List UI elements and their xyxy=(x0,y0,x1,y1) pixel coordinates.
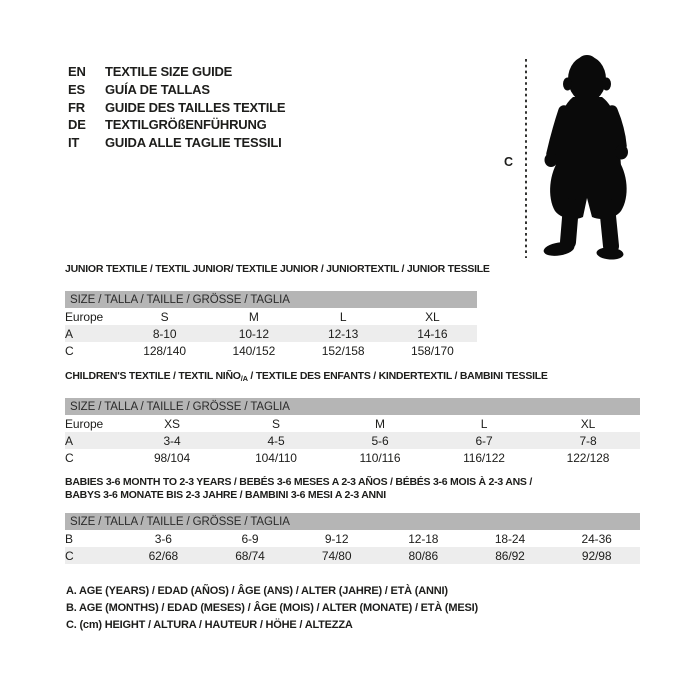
size-cell: 8-10 xyxy=(152,326,177,341)
size-cell: XL xyxy=(580,416,596,431)
row-label: B xyxy=(65,531,73,546)
table-title-line xyxy=(65,476,640,489)
size-cell: 3-4 xyxy=(163,433,181,448)
size-table xyxy=(65,291,477,359)
height-marker-label: C xyxy=(504,155,514,169)
table-row xyxy=(65,530,640,547)
language-row xyxy=(68,63,285,81)
size-cell: XL xyxy=(425,309,440,324)
size-cell: L xyxy=(480,416,488,431)
size-cell: 6-9 xyxy=(241,531,259,546)
size-cell: 104/110 xyxy=(255,450,297,465)
table-title-line xyxy=(65,370,640,385)
row-label: C xyxy=(65,343,74,358)
size-cell: M xyxy=(375,416,385,431)
table-header-bar xyxy=(65,398,640,415)
table-row xyxy=(65,342,477,359)
language-label: GUÍA DE TALLAS xyxy=(105,81,210,97)
size-cell: 158/170 xyxy=(411,343,454,358)
size-cell: M xyxy=(248,309,259,324)
title-segment: BABYS 3-6 MONATE BIS 2-3 JAHRE / BAMBINI 3-6 MESI A 2-3 ANNI xyxy=(65,489,386,501)
size-header-label: SIZE / TALLA / TAILLE / GRÖSSE / TAGLIA xyxy=(65,291,477,308)
size-header-label: SIZE / TALLA / TAILLE / GRÖSSE / TAGLIA xyxy=(65,513,640,530)
size-cell: 68/74 xyxy=(235,548,265,563)
size-cell: 12-18 xyxy=(408,531,439,546)
section-babies-textile xyxy=(65,476,640,564)
row-label: A xyxy=(65,433,73,448)
size-cell: 14-16 xyxy=(417,326,448,341)
table-row xyxy=(65,325,477,342)
baby-silhouette xyxy=(543,55,628,260)
size-table xyxy=(65,398,640,466)
title-segment: / TEXTILE DES ENFANTS / KINDERTEXTIL / BAMBINI TESSILE xyxy=(247,370,548,382)
size-cell: 140/152 xyxy=(232,343,276,358)
table-header-bar xyxy=(65,513,640,530)
row-label: A xyxy=(65,326,73,341)
title-segment: /A xyxy=(240,374,248,383)
size-cell: 128/140 xyxy=(143,343,186,358)
size-cell: 4-5 xyxy=(267,433,285,448)
size-cell: 18-24 xyxy=(494,531,526,546)
size-cell: 152/158 xyxy=(321,343,365,358)
size-cell: S xyxy=(272,416,280,431)
size-cell: 86/92 xyxy=(495,548,525,563)
size-cell: 80/86 xyxy=(408,548,439,563)
section-junior-textile xyxy=(65,263,490,359)
size-header-label: SIZE / TALLA / TAILLE / GRÖSSE / TAGLIA xyxy=(65,398,640,415)
language-code: ES xyxy=(68,81,85,97)
language-list xyxy=(68,63,285,152)
size-cell: 10-12 xyxy=(238,326,269,341)
size-cell: S xyxy=(160,309,169,324)
size-cell: 116/122 xyxy=(463,450,505,465)
table-row xyxy=(65,449,640,466)
title-segment: BABIES 3-6 MONTH TO 2-3 YEARS / BEBÉS 3-6 MESES A 2-3 AÑOS / BÉBÉS 3-6 MOIS À 2-3 ANS / xyxy=(65,476,533,488)
size-cell: 92/98 xyxy=(581,548,612,563)
language-code: FR xyxy=(68,99,85,115)
language-code: IT xyxy=(68,135,80,151)
size-cell: XS xyxy=(164,416,180,431)
size-cell: 5-6 xyxy=(371,433,389,448)
size-cell: 9-12 xyxy=(324,531,349,546)
table-title-line xyxy=(65,263,490,276)
size-cell: 74/80 xyxy=(321,548,352,563)
size-cell: 62/68 xyxy=(148,548,179,563)
size-cell: 110/116 xyxy=(359,450,401,465)
size-cell: 122/128 xyxy=(566,450,610,465)
title-segment: CHILDREN'S TEXTILE / TEXTIL NIÑO xyxy=(65,370,241,382)
size-cell: 24-36 xyxy=(581,531,612,546)
language-label: TEXTILGRÖßENFÜHRUNG xyxy=(105,117,267,133)
table-row xyxy=(65,547,640,564)
table-title xyxy=(65,263,490,276)
table-row xyxy=(65,415,640,432)
size-table xyxy=(65,513,640,564)
size-cell: L xyxy=(339,309,347,324)
size-cell: 7-8 xyxy=(579,433,597,448)
table-title xyxy=(65,370,640,385)
size-cell: 6-7 xyxy=(475,433,493,448)
size-cell: 3-6 xyxy=(154,531,172,546)
row-label: Europe xyxy=(65,309,104,324)
language-row xyxy=(68,134,285,152)
language-label: TEXTILE SIZE GUIDE xyxy=(105,64,233,79)
language-row xyxy=(68,99,285,117)
size-cell: 98/104 xyxy=(153,450,191,465)
legend-line: B. AGE (MONTHS) / EDAD (MESES) / ÂGE (MOIS) / ALTER (MONATE) / ETÀ (MESI) xyxy=(66,602,478,615)
title-segment: JUNIOR TEXTILE / TEXTIL JUNIOR/ TEXTILE JUNIOR / JUNIORTEXTIL / JUNIOR TESSILE xyxy=(65,263,490,275)
row-label: Europe xyxy=(65,416,104,431)
table-title xyxy=(65,476,640,502)
size-cell: 12-13 xyxy=(328,326,359,341)
table-row xyxy=(65,432,640,449)
table-row xyxy=(65,308,477,325)
language-label: GUIDE DES TAILLES TEXTILE xyxy=(105,99,286,115)
table-header-bar xyxy=(65,291,477,308)
row-label: C xyxy=(65,450,74,465)
baby-silhouette-figure xyxy=(500,47,650,262)
section-childrens-textile xyxy=(65,370,640,466)
legend-line: C. (cm) HEIGHT / ALTURA / HAUTEUR / HÖHE / ALTEZZA xyxy=(66,619,353,632)
language-code: EN xyxy=(68,64,86,79)
row-label: C xyxy=(65,548,74,563)
language-code: DE xyxy=(68,117,86,133)
table-title-line xyxy=(65,489,640,502)
legend-line: A. AGE (YEARS) / EDAD (AÑOS) / ÂGE (ANS) / ALTER (JAHRE) / ETÀ (ANNI) xyxy=(66,585,448,597)
language-row xyxy=(68,116,285,134)
language-row xyxy=(68,81,285,99)
legend xyxy=(66,583,478,635)
language-label: GUIDA ALLE TAGLIE TESSILI xyxy=(105,135,282,151)
